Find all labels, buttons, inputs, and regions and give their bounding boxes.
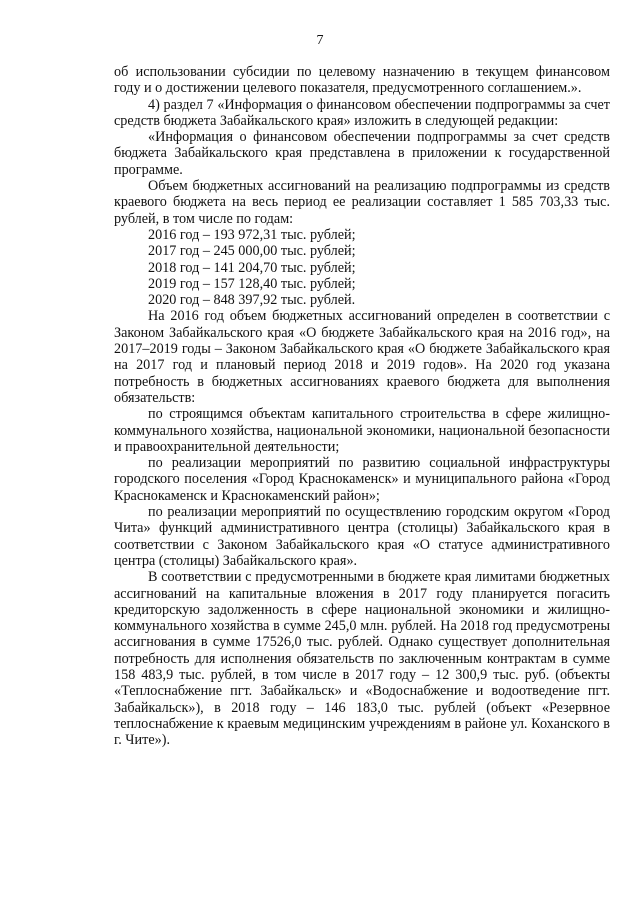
paragraph-continuation: об использовании субсидии по целевому назначению в текущем финансовом году и о достижении целевого показателя, предусмотренного соглашением.». [114,64,610,97]
year-line-2016: 2016 год – 193 972,31 тыс. рублей; [148,226,356,243]
paragraph-obligation-krasnokamensk: по реализации мероприятий по развитию социальной инфраструктуры городского поселения «Город Краснокаменск» и муниципального района «Город Краснокаменск и Краснокаменский район»; [114,455,610,504]
paragraph-obligation-construction: по строящимся объектам капитального строительства в сфере жилищно-коммунального хозяйства, национальной экономики, национальной безопасности и правоохранительной деятельности; [114,406,610,455]
paragraph-financing-info: «Информация о финансовом обеспечении подпрограммы за счет средств бюджета Забайкальского края представлена в приложении к государственной программе. [114,129,610,178]
year-line-2017: 2017 год – 245 000,00 тыс. рублей; [148,243,356,260]
document-body [114,64,610,748]
paragraph-section-7-amendment: 4) раздел 7 «Информация о финансовом обеспечении подпрограммы за счет средств бюджета Забайкальского края» изложить в следующей редакции: [114,96,610,129]
paragraph-2016-budget-law: На 2016 год объем бюджетных ассигнований определен в соответствии с Законом Забайкальского края «О бюджете Забайкальского края на 2016 год», на 2017–2019 годы – Законом Забайкальского края «О бюджете Забайкальского края на 2017 год и плановый период 2018 и 2019 годов». На 2020 год указана потребность в бюджетных ассигнованиях краевого бюджета для выполнения обязательств: [114,308,610,406]
year-line-2018: 2018 год – 141 204,70 тыс. рублей; [148,259,356,276]
year-line-2020: 2020 год – 848 397,92 тыс. рублей. [148,292,356,309]
year-line-2019: 2019 год – 157 128,40 тыс. рублей; [148,275,356,292]
paragraph-budget-volume: Объем бюджетных ассигнований на реализацию подпрограммы из средств краевого бюджета на весь период ее реализации составляет 1 585 703,33 тыс. рублей, в том числе по годам: [114,178,610,227]
paragraph-obligation-chita: по реализации мероприятий по осуществлению городским округом «Город Чита» функций административного центра (столицы) Забайкальского края в соответствии с Законом Забайкальского края «О статусе административного центра (столицы) Забайкальского края». [114,504,610,569]
paragraph-capital-investment: В соответствии с предусмотренными в бюджете края лимитами бюджетных ассигнований на капитальные вложения в 2017 году планируется погасить кредиторскую задолженность в сфере национальной экономики и жилищно-коммунального хозяйства в сумме 245,0 млн. рублей. На 2018 год предусмотрены ассигнования в сумме 17526,0 тыс. рублей. Однако существует дополнительная потребность для исполнения обязательств по заключенным контрактам в сумме 158 483,9 тыс. рублей, в том числе в 2017 году – 12 300,9 тыс. руб. (объекты «Теплоснабжение пгт. Забайкальск» и «Водоснабжение и водоотведение пгт. Забайкальск»), в 2018 году – 146 183,0 тыс. рублей (объект «Резервное теплоснабжение к краевым медицинским учреждениям в районе ул. Коханского в г. Чите»). [114,569,610,749]
page-number: 7 [316,33,324,48]
